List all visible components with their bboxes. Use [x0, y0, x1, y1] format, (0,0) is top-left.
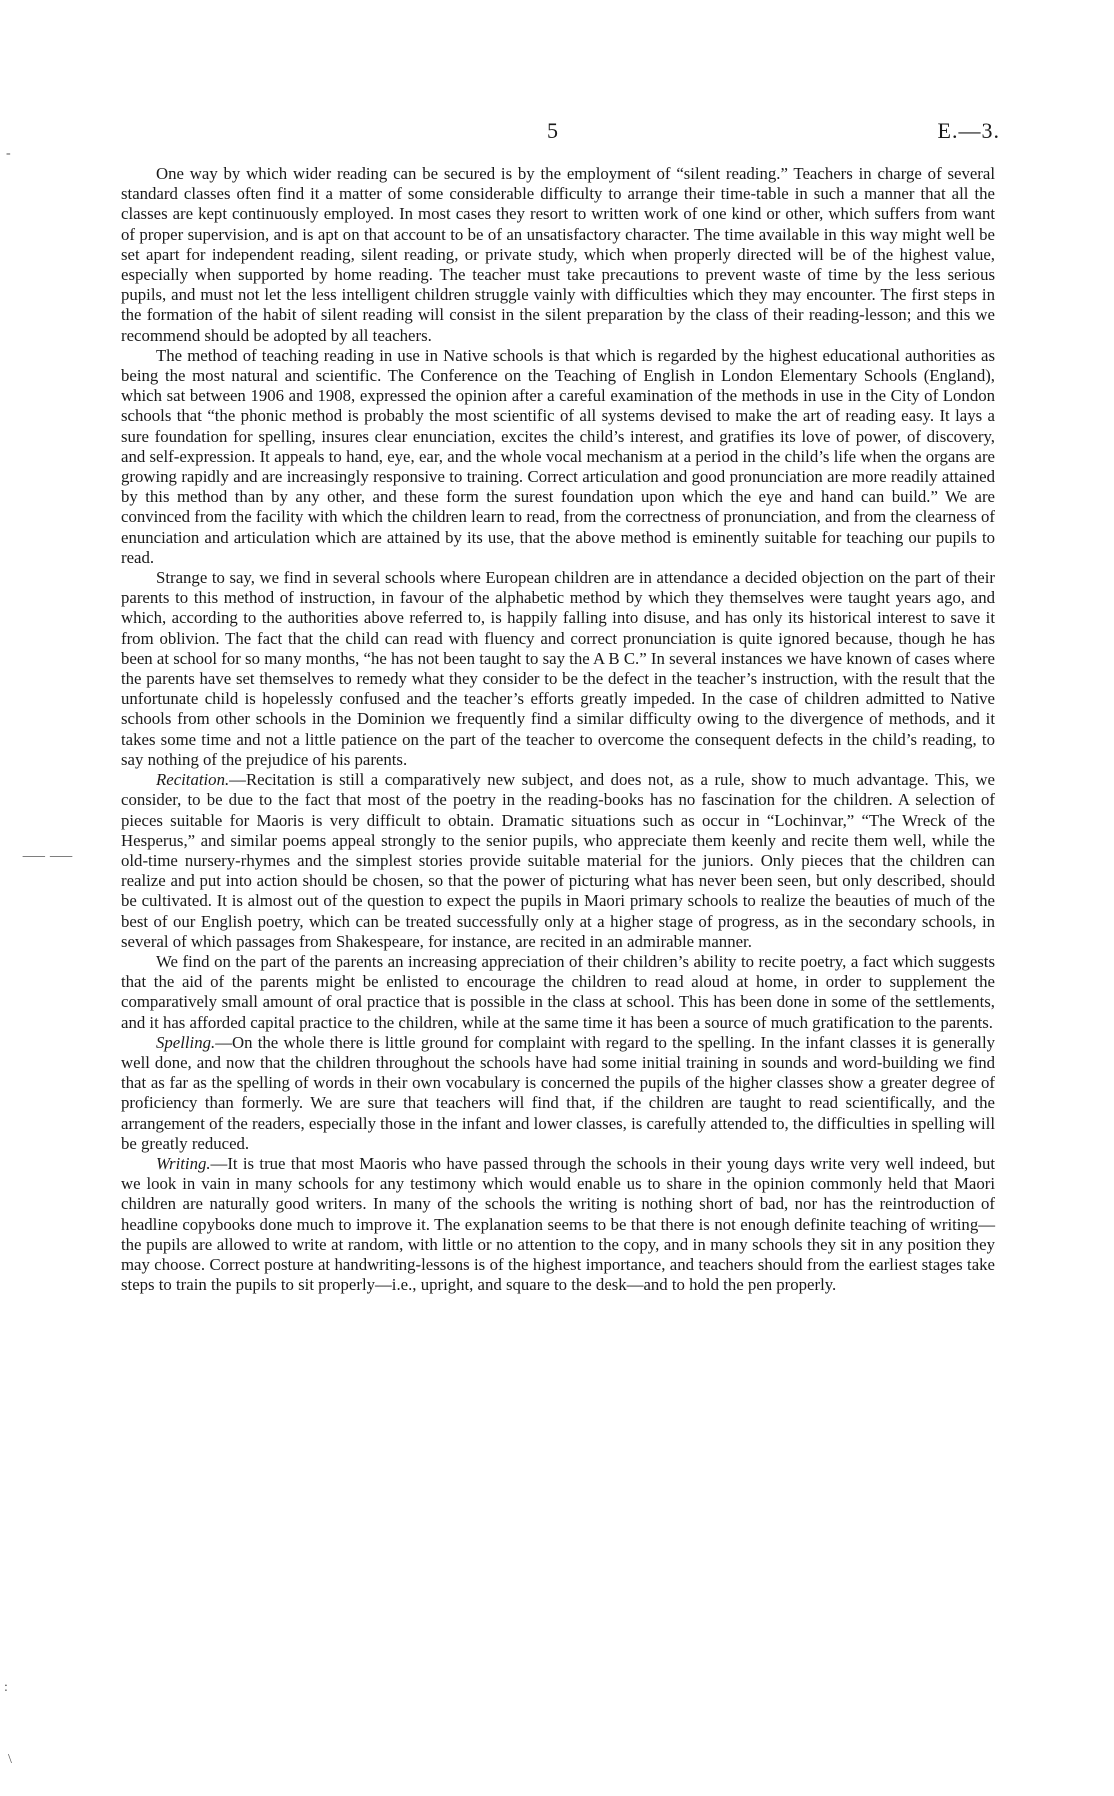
paragraph-writing: [121, 1154, 995, 1295]
paragraph-text: —It is true that most Maoris who have passed through the schools in their young days write very well indeed, but we look in vain in many schools for any testimony which would enable us to share in the opinion commonly held that Maori children are naturally good writers. In many of the schools the writing is nothing short of bad, nor has the reintroduction of headline copybooks done much to improve it. The explanation seems to be that there is not enough definite teaching of writing—the pupils are allowed to write at random, with little or no attention to the copy, and in many schools they sit in any position they may choose. Correct posture at handwriting-lessons is of the highest importance, and teachers should from the earliest stages take steps to train the pupils to sit properly—i.e., upright, and square to the desk—and to hold the pen properly.: [121, 1153, 995, 1295]
body-text: [121, 164, 995, 1295]
margin-mark-icon: ⸺ ⸺: [22, 849, 73, 864]
paragraph-text: We find on the part of the parents an increasing appreciation of their children’s ability to recite poetry, a fact which suggests that the aid of the parents might be enlisted to encourage the children to read aloud at home, in order to supplement the comparatively small amount of oral practice that is possible in the class at school. This has been done in some of the settlements, and it has afforded capital practice to the children, while at the same time it has been a source of much gratification to the parents.: [121, 951, 995, 1032]
page-number: 5: [547, 118, 558, 143]
document-reference: E.—3.: [937, 118, 1000, 143]
margin-mark-icon: \: [8, 1752, 12, 1767]
section-lead-recitation: Recitation.: [156, 770, 230, 790]
section-lead-spelling: Spelling.: [156, 1032, 216, 1052]
paragraph-text: —On the whole there is little ground for complaint with regard to the spelling. In the infant classes it is generally well done, and now that the children throughout the schools have had some initial training in sounds and word-building we find that as far as the spelling of words in their own vocabulary is concerned the pupils of the higher classes show a greater degree of proficiency than formerly. We are sure that teachers will find that, if the children are taught to read scientifically, and the arrangement of the readers, especially those in the infant and lower classes, is carefully attended to, the difficulties in spelling will be greatly reduced.: [121, 1032, 995, 1153]
paragraph-recitation: [121, 770, 995, 952]
paragraph-parents-poetry: [121, 952, 995, 1033]
paragraph-text: Strange to say, we find in several schools where European children are in attendance a decided objection on the part of their parents to this method of instruction, in favour of the alphabetic method by which they themselves were taught years ago, and which, according to the authorities above referred to, is happily falling into disuse, and has only its historical interest to save it from oblivion. The fact that the child can read with fluency and correct pronunciation is quite ignored because, though he has been at school for so many months, “he has not been taught to say the A B C.” In several instances we have known of cases where the parents have set themselves to remedy what they consider to be the defect in the teacher’s instruction, with the result that the unfortunate child is hopelessly confused and the teacher’s efforts greatly impeded. In the case of children admitted to Native schools from other schools in the Dominion we frequently find a similar difficulty owing to the divergence of methods, and it takes some time and not a little patience on the part of the teacher to overcome the consequent defects in the child’s reading, to say nothing of the prejudice of his parents.: [121, 568, 995, 769]
paragraph-text: The method of teaching reading in use in Native schools is that which is regarded by the highest educational authorities as being the most natural and scientific. The Conference on the Teaching of English in London Elementary Schools (England), which sat between 1906 and 1908, expressed the opinion after a careful examination of the methods in use in the City of London schools that “the phonic method is probably the most scientific of all systems devised to make the art of reading easy. It lays a sure foundation for spelling, insures clear enunciation, excites the child’s interest, and gratifies its love of power, of discovery, and self-expression. It appeals to hand, eye, ear, and the whole vocal mechanism at a period in the child’s life when the organs are growing rapidly and are increasingly responsive to training. Correct articulation and good pronunciation are more readily attained by this method than by any other, and these form the surest foundation upon which the eye and hand can build.” We are convinced from the facility with which the children learn to read, from the correctness of pronunciation, and from the clearness of enunciation and articulation which are attained by its use, that the above method is eminently suitable for teaching our pupils to read.: [121, 345, 995, 567]
paragraph-alphabetic-method: [121, 568, 995, 770]
section-lead-writing: Writing.: [156, 1153, 211, 1173]
paragraph-text: One way by which wider reading can be secured is by the employment of “silent reading.” Teachers in charge of several standard classes often find it a matter of some considerable difficulty to arrange their time-table in such a manner that all the classes are kept continuously employed. In most cases they resort to written work of one kind or other, which suffers from want of proper supervision, and is apt on that account to be of an unsatisfactory character. The time available in this way might well be set apart for independent reading, silent reading, or private study, which when properly directed will be of the highest value, especially when supported by home reading. The teacher must take precautions to prevent waste of time by the less serious pupils, and must not let the less intelligent children struggle vainly with difficulties which they may encounter. The first steps in the formation of the habit of silent reading will consist in the silent preparation by the class of their reading-lesson; and this we recommend should be adopted by all teachers.: [121, 164, 995, 345]
margin-mark-icon: :: [4, 1680, 8, 1695]
margin-mark-icon: -: [6, 146, 11, 161]
paragraph-text: —Recitation is still a comparatively new subject, and does not, as a rule, show to much advantage. This, we consider, to be due to the fact that most of the poetry in the reading-books has no fascination for the children. A selection of pieces suitable for Maoris is very difficult to obtain. Dramatic situations such as occur in “Lochinvar,” “The Wreck of the Hesperus,” and similar poems appeal strongly to the senior pupils, who appreciate them keenly and recite them well, while the old-time nursery-rhymes and the simplest stories provide suitable material for the juniors. Only pieces that the children can realize and put into action should be chosen, so that the power of picturing what has never been seen, but only described, should be cultivated. It is almost out of the question to expect the pupils in Maori primary schools to realize the beauties of much of the best of our English poetry, which can be treated successfully only at a higher stage of progress, as in the secondary schools, in several of which passages from Shakespeare, for instance, are recited in an admirable manner.: [121, 770, 995, 951]
paragraph-spelling: [121, 1033, 995, 1154]
paragraph-phonic-method: [121, 346, 995, 568]
paragraph-silent-reading: [121, 164, 995, 346]
